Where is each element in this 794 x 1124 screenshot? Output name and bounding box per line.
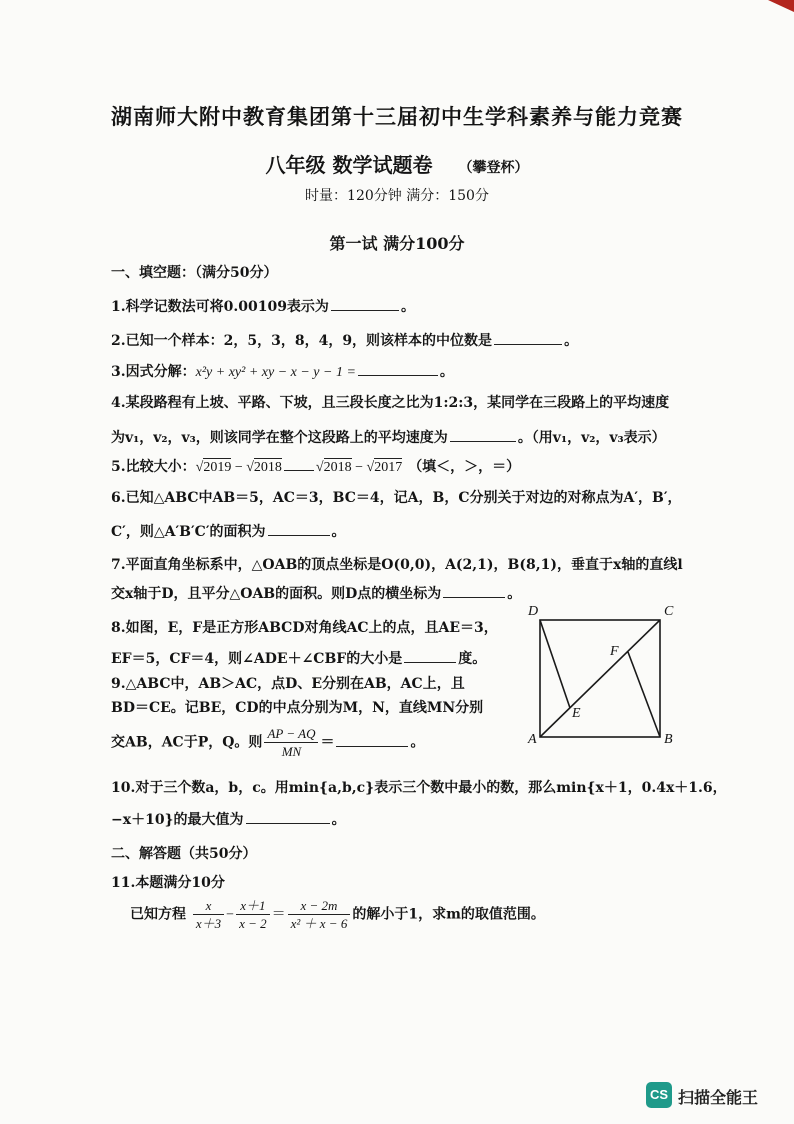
q6-end: 。 <box>331 524 346 540</box>
label-e: E <box>572 706 581 721</box>
q11-suffix: 的解小于1，求m的取值范围。 <box>352 906 545 923</box>
q5-suffix: （填＜，＞，＝） <box>408 459 521 475</box>
time-info: 时量：120分钟 满分：150分 <box>305 188 489 204</box>
answer-blank <box>284 456 314 471</box>
answer-blank <box>331 296 399 311</box>
label-b: B <box>664 732 673 747</box>
q5-prefix: 5.比较大小： <box>111 459 196 475</box>
q1-text: 1.科学记数法可将0.00109表示为 <box>111 299 329 315</box>
label-a: A <box>528 732 537 747</box>
q5-radicand-b2: 2017 <box>374 460 403 475</box>
cup-name: （攀登杯） <box>458 160 529 176</box>
answer-blank <box>404 648 456 663</box>
question-7-line-2 <box>111 583 521 604</box>
q11-fraction-1 <box>193 898 224 931</box>
q11-f2-denominator: x − 2 <box>239 916 267 931</box>
corner-mark <box>768 0 794 12</box>
q11-fraction-2 <box>236 898 270 931</box>
q2-text: 2.已知一个样本：2，5，3，8，4，9，则该样本的中位数是 <box>111 333 493 349</box>
section-1-heading: 一、填空题：（满分50分） <box>111 265 278 281</box>
q7-text: 交x轴于D，且平分△OAB的面积。则D点的横坐标为 <box>111 586 442 602</box>
q11-f3-numerator: x − 2m <box>288 898 351 915</box>
question-8-line-1: 8.如图，E，F是正方形ABCD对角线AC上的点，且AE＝3， <box>111 620 498 636</box>
answer-blank <box>443 583 505 598</box>
question-10-line-2 <box>111 809 346 830</box>
question-4-line-1: 4.某段路程有上坡、平路、下坡，且三段长度之比为1:2:3，某同学在三段路上的平均速度 <box>111 395 670 411</box>
q10-end: 。 <box>331 812 346 828</box>
q11-fraction-3 <box>288 898 351 931</box>
segment-bf <box>628 652 660 737</box>
scanner-label: 扫描全能王 <box>678 1090 759 1107</box>
label-c: C <box>664 604 674 619</box>
camscanner-icon: CS <box>646 1082 672 1108</box>
q9-numerator: AP − AQ <box>264 726 318 743</box>
question-6-line-2 <box>111 521 346 542</box>
q3-prefix: 3.因式分解： <box>111 364 196 380</box>
question-11-body <box>130 898 545 931</box>
q6-text: C′，则△A′B′C′的面积为 <box>111 524 266 540</box>
part-heading: 第一试 满分100分 <box>329 234 465 253</box>
answer-blank <box>450 427 516 442</box>
answer-blank <box>336 732 408 747</box>
square-diagram <box>520 606 686 752</box>
question-5: 5.比较大小：√2019 − √2018 √2018 − √2017 （填＜，＞，＝） <box>111 456 520 478</box>
q8-end: 度。 <box>458 651 487 667</box>
question-1 <box>111 296 415 317</box>
segment-de <box>540 620 570 708</box>
q2-end: 。 <box>564 333 579 349</box>
q8-text: EF＝5，CF＝4，则∠ADE＋∠CBF的大小是 <box>111 651 403 667</box>
q11-f1-numerator: x <box>193 898 224 915</box>
q9-end: 。 <box>410 734 425 751</box>
q3-expression: x²y + xy² + xy − x − y − 1 = <box>195 365 356 380</box>
q5-radicand-b1: 2018 <box>323 460 352 475</box>
exam-title: 湖南师大附中教育集团第十三届初中生学科素养与能力竞赛 <box>111 104 683 129</box>
q11-f2-numerator: x＋1 <box>236 898 270 915</box>
q9-denominator: MN <box>281 744 302 759</box>
q3-end: 。 <box>439 364 454 380</box>
question-9-line-3 <box>111 726 424 759</box>
question-9-line-1: 9.△ABC中，AB＞AC，点D、E分别在AB，AC上，且 <box>111 676 465 692</box>
question-6-line-1: 6.已知△ABC中AB＝5，AC＝3，BC＝4，记A，B，C分别关于对边的对称点为A′，B′， <box>111 490 682 506</box>
q4-text: 为v₁，v₂，v₃，则该同学在整个这段路上的平均速度为 <box>111 430 448 446</box>
q9-fraction <box>264 726 318 759</box>
square-figure <box>520 606 686 752</box>
exam-subtitle <box>0 149 794 178</box>
answer-blank <box>358 361 438 376</box>
q4-tail: 。（用v₁，v₂，v₃表示） <box>517 430 666 446</box>
q5-radicand-a1: 2019 <box>203 460 232 475</box>
q11-minus: − <box>226 907 235 923</box>
q11-prefix: 已知方程 <box>130 906 186 923</box>
subtitle-text: 八年级 数学试题卷 <box>265 153 433 177</box>
section-2-heading: 二、解答题（共50分） <box>111 846 257 862</box>
q5-radicand-a2: 2018 <box>253 460 282 475</box>
answer-blank <box>494 330 562 345</box>
q9-text: 交AB，AC于P，Q。则 <box>111 734 263 751</box>
q7-end: 。 <box>507 586 522 602</box>
question-9-line-2: BD＝CE。记BE，CD的中点分别为M，N，直线MN分别 <box>111 700 484 716</box>
q11-equals: ＝ <box>271 907 286 923</box>
diagonal-ac <box>540 620 660 737</box>
answer-blank <box>246 809 330 824</box>
q9-equals: ＝ <box>320 734 335 751</box>
q11-f1-denominator: x＋3 <box>195 916 222 931</box>
label-f: F <box>610 644 619 659</box>
question-3 <box>111 361 454 383</box>
q11-f3-denominator: x² ＋ x − 6 <box>290 916 348 931</box>
question-7-line-1: 7.平面直角坐标系中，△OAB的顶点坐标是O(0,0)，A(2,1)，B(8,1)，垂直于x轴的直线l <box>111 557 683 573</box>
label-d: D <box>528 604 539 619</box>
question-2 <box>111 330 578 351</box>
question-11-title: 11.本题满分10分 <box>111 875 225 891</box>
q1-end: 。 <box>400 299 415 315</box>
question-8-line-2 <box>111 648 486 669</box>
q10-text: −x＋10}的最大值为 <box>111 812 244 828</box>
question-10-line-1: 10.对于三个数a，b，c。用min{a,b,c}表示三个数中最小的数，那么min{x＋1，0.4x＋1.6， <box>111 780 727 796</box>
answer-blank <box>268 521 330 536</box>
question-4-line-2 <box>111 427 666 448</box>
